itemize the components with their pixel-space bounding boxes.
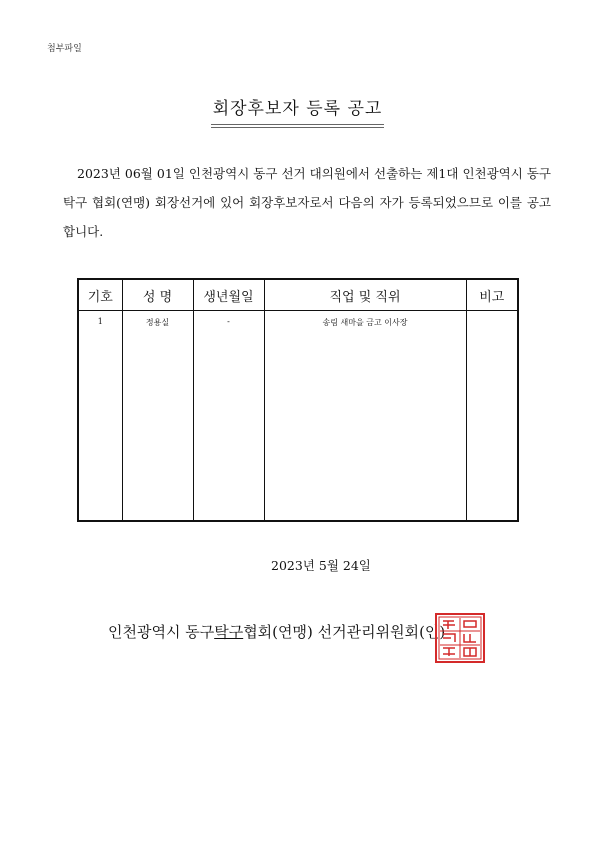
cell-birthdate: -	[193, 311, 264, 522]
header-job-title: 직업 및 직위	[264, 279, 466, 311]
committee-body: 협회(연맹) 선거관리위원회	[243, 623, 420, 641]
table-row	[78, 311, 518, 522]
attachment-label: 첨부파일	[47, 44, 82, 54]
cell-name: 정용실	[122, 311, 193, 522]
table-header-row	[78, 279, 518, 311]
header-name: 성 명	[122, 279, 193, 311]
cell-job-title: 송림 새마을 금고 이사장	[264, 311, 466, 522]
cell-number: 1	[78, 311, 122, 522]
committee-region: 인천광역시 동구	[108, 623, 215, 641]
official-seal-stamp	[434, 612, 486, 664]
announcement-body	[63, 159, 551, 246]
committee-sport: 탁구	[214, 623, 244, 641]
announcement-paragraph: 2023년 06월 01일 인천광역시 동구 선거 대의원에서 선출하는 제1대 인천광역시 동구 탁구 협회(연맹) 회장선거에 있어 회장후보자로서 다음의 자가 등록되었으므로 이를 공고 합니다.	[63, 166, 551, 239]
announcement-date: 2023년 5월 24일	[271, 558, 371, 573]
header-number: 기호	[78, 279, 122, 311]
committee-signature	[108, 621, 445, 642]
cell-note	[466, 311, 518, 522]
header-birthdate: 생년월일	[193, 279, 264, 311]
candidate-table	[77, 278, 519, 522]
page-title: 회장후보자 등록 공고	[211, 94, 385, 128]
title-wrapper	[0, 94, 595, 128]
committee-seal-mark: (인)	[419, 623, 446, 641]
header-note: 비고	[466, 279, 518, 311]
